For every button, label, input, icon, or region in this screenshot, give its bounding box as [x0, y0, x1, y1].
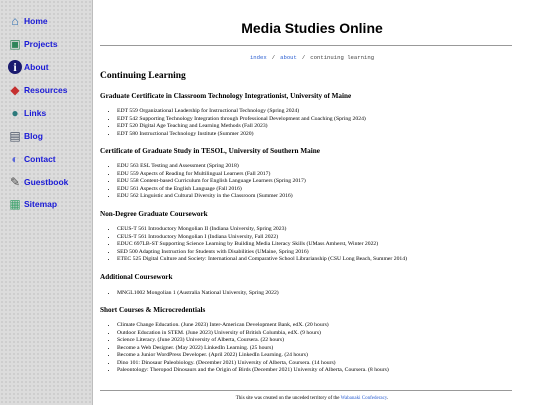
globe-icon: ●: [11, 106, 19, 120]
list-item: • Dino 101: Dinosaur Paleobiology. (December 2021) University of Alberta, Coursera. (14 hours): [117, 360, 389, 368]
info-icon: i: [8, 60, 22, 74]
sidebar-item-sitemap[interactable]: [8, 197, 57, 211]
blog-icon: ▤: [9, 129, 21, 143]
page-heading: Continuing Learning: [100, 71, 186, 81]
site-title: Media Studies Online: [241, 20, 383, 36]
list-item: • Become a Junior WordPress Developer. (April 2022) LinkedIn Learning. (24 hours): [117, 352, 389, 360]
course-list: [100, 226, 407, 264]
list-item: • MNGL1002 Mongolian 1 (Australia National University, Spring 2022): [117, 290, 279, 298]
list-item: • EDT 559 Organizational Leadership for Instructional Technology (Spring 2024): [117, 108, 366, 116]
breadcrumb-home-link[interactable]: index: [249, 54, 267, 61]
list-item: • EDT 580 Instructional Technology Institute (Summer 2020): [117, 131, 366, 139]
projects-icon: ▣: [9, 37, 21, 51]
list-item: • EDU 562 Linguistic and Cultural Diversity in the Classroom (Summer 2016): [117, 193, 306, 201]
course-list: [100, 290, 279, 298]
list-item: • EDT 520 Digital Age Teaching and Learning Methods (Fall 2023): [117, 123, 366, 131]
sidebar-item-about[interactable]: [8, 60, 49, 74]
sidebar-item-resources[interactable]: [8, 83, 67, 97]
breadcrumb-separator: /: [301, 54, 306, 61]
footer: [100, 396, 524, 401]
list-item: • EDU 559 Aspects of Reading for Multilingual Learners (Fall 2017): [117, 171, 306, 179]
sidebar-item-label: Links: [24, 108, 47, 118]
list-item: • EDU 563 ESL Testing and Assessment (Spring 2018): [117, 163, 306, 171]
course-list: [100, 108, 366, 138]
sidebar-item-links[interactable]: [8, 106, 46, 120]
list-item: • EDUC 697LB-ST Supporting Science Learning by Building Media Literacy Skills (UMass Amherst, Winter 2022): [117, 241, 407, 249]
list-item: • Climate Change Education. (June 2023) Inter-American Development Bank, edX. (20 hours): [117, 322, 389, 330]
footer-text: This site was created on the unceded territory of the: [235, 396, 340, 401]
sidebar-item-guestbook[interactable]: [8, 175, 68, 189]
sidebar-item-home[interactable]: [8, 14, 48, 28]
list-item: • CEUS-T 561 Introductory Mongolian II (Indiana University, Spring 2023): [117, 226, 407, 234]
sidebar-item-projects[interactable]: [8, 37, 58, 51]
contact-icon: ◐: [11, 152, 19, 166]
sidebar-item-label: Projects: [24, 39, 58, 49]
sidebar-item-label: Home: [24, 16, 48, 26]
list-item: • Become a Web Designer. (May 2022) LinkedIn Learning. (25 hours): [117, 345, 389, 353]
section-title: Graduate Certificate in Classroom Technology Integrationist, University of Maine: [100, 92, 352, 100]
section-title: Additional Coursework: [100, 273, 173, 281]
sidebar-item-label: Sitemap: [24, 199, 58, 209]
section-title: Short Courses & Microcredentials: [100, 306, 206, 314]
list-item: • EDU 561 Aspects of the English Language (Fall 2016): [117, 186, 306, 194]
breadcrumb-about-link[interactable]: about: [280, 54, 297, 61]
list-item: • EDU 558 Content-based Curriculum for English Language Learners (Spring 2017): [117, 178, 306, 186]
sidebar-item-label: Blog: [24, 131, 43, 141]
list-item: • Science Literacy. (June 2023) University of Alberta, Coursera. (22 hours): [117, 337, 389, 345]
list-item: • SED 500 Adapting Instruction for Students with Disabilities (UMaine, Spring 2016): [117, 249, 407, 257]
course-list: [100, 163, 306, 201]
sidebar-item-label: Resources: [24, 85, 68, 95]
list-item: • Outdoor Education in STEM. (June 2023) University of British Columbia, edX. (9 hours): [117, 330, 389, 338]
resources-icon: ◆: [10, 83, 20, 97]
section-title: Non-Degree Graduate Coursework: [100, 210, 208, 218]
list-item: • EDT 542 Supporting Technology Integration through Professional Development and Coaching (Spring 2024): [117, 116, 366, 124]
sidebar-item-contact[interactable]: [8, 152, 56, 166]
footer-link[interactable]: Wabanaki Confederacy: [340, 396, 387, 401]
sidebar-nav: [0, 0, 93, 405]
footer-end: .: [386, 396, 389, 401]
sidebar-item-label: Contact: [24, 154, 56, 164]
sidebar-item-label: Guestbook: [24, 177, 69, 187]
breadcrumb: [100, 54, 524, 61]
list-item: • ETEC 525 Digital Culture and Society: International and Comparative School Librarianship (CSU Long Beach, Summer 2014): [117, 256, 407, 264]
guestbook-icon: ✎: [9, 175, 21, 189]
list-item: • Paleontology: Theropod Dinosaurs and the Origin of Birds (December 2021) University of Alberta, Coursera. (8 hours): [117, 367, 389, 375]
course-list: [100, 322, 389, 375]
sidebar-item-blog[interactable]: [8, 129, 43, 143]
header-divider: [100, 45, 512, 46]
sitemap-icon: ▦: [9, 197, 21, 211]
breadcrumb-current: continuing learning: [310, 54, 375, 61]
sidebar-item-label: About: [24, 62, 49, 72]
breadcrumb-separator: /: [271, 54, 276, 61]
footer-divider: [100, 390, 512, 391]
house-icon: ⌂: [11, 14, 19, 28]
list-item: • CEUS-T 561 Introductory Mongolian I (Indiana University, Fall 2022): [117, 234, 407, 242]
section-title: Certificate of Graduate Study in TESOL, University of Southern Maine: [100, 147, 320, 155]
